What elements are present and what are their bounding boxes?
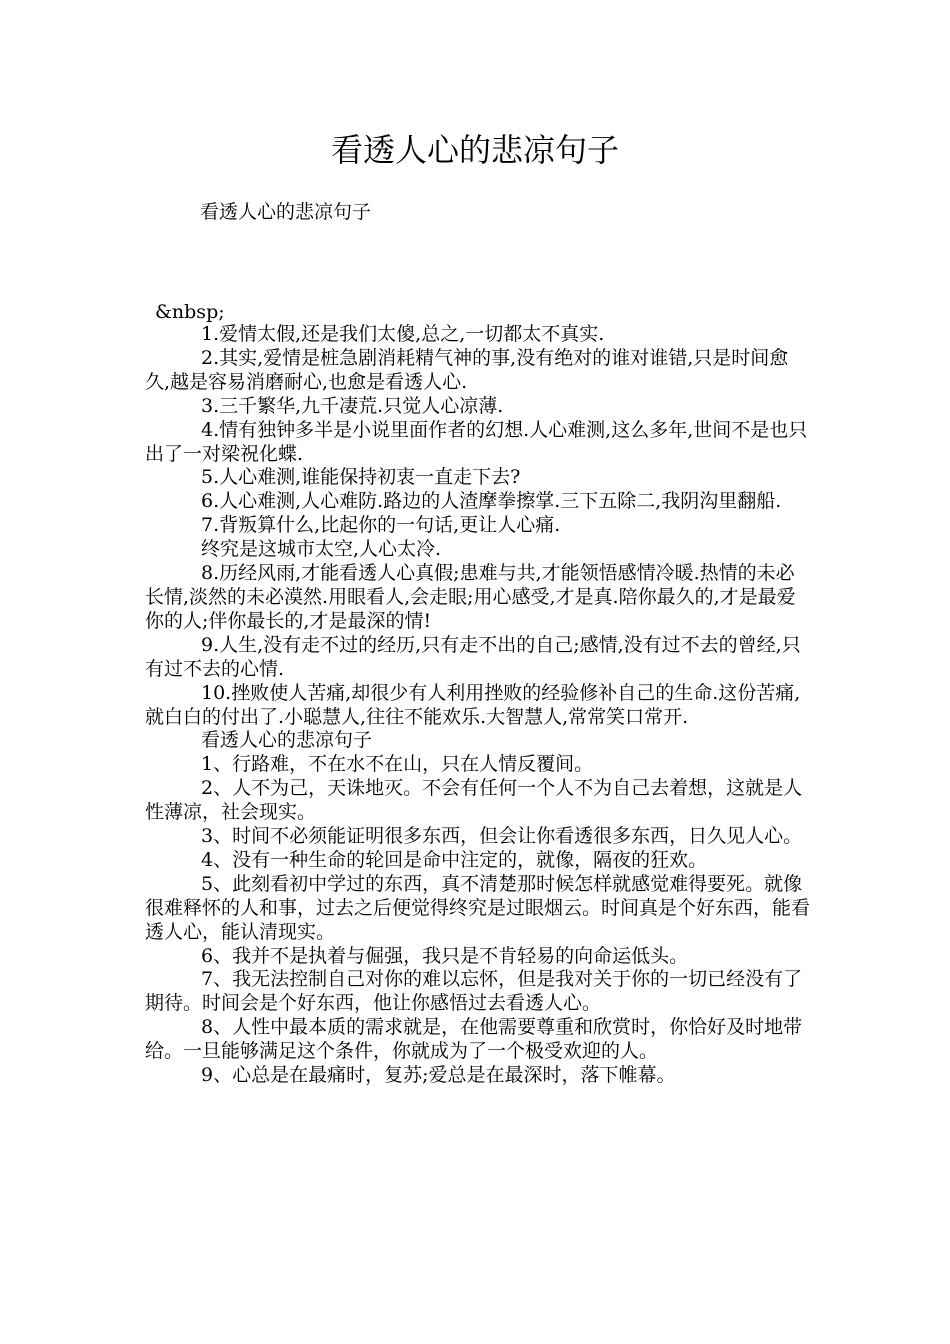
document-subtitle: 看透人心的悲凉句子: [200, 201, 372, 223]
stray-html-entity: &nbsp;: [155, 301, 225, 323]
paragraph: 5、此刻看初中学过的东西，真不清楚那时候怎样就感觉难得要死。就像很难释怀的人和事，过去之后便觉得终究是过眼烟云。时间真是个好东西，能看透人心，能认清现实。: [145, 872, 811, 943]
paragraph: 9、心总是在最痛时，复苏;爱总是在最深时，落下帷幕。: [201, 1064, 676, 1087]
paragraph: 2.其实,爱情是桩急剧消耗精气神的事,没有绝对的谁对谁错,只是时间愈久,越是容易消磨耐心,也愈是看透人心.: [145, 346, 789, 393]
paragraph: 1.爱情太假,还是我们太傻,总之,一切都太不真实.: [201, 323, 605, 345]
paragraph: 3.三千繁华,九千凄荒.只觉人心凉薄.: [201, 394, 504, 417]
paragraph: 1、行路难，不在水不在山，只在人情反覆间。: [201, 753, 594, 776]
document-body: [145, 323, 813, 1088]
section-heading: 看透人心的悲凉句子: [201, 729, 373, 752]
paragraph: 终究是这城市太空,人心太冷.: [201, 538, 442, 561]
paragraph: 8.历经风雨,才能看透人心真假;患难与共,才能领悟感情冷暖.热情的未必长情,淡然的未必漠然.用眼看人,会走眼;用心感受,才是真.陪你最久的,才是最爱你的人;伴你最长的,才是最深的情!: [145, 562, 796, 632]
document-title: 看透人心的悲凉句子: [330, 131, 619, 169]
paragraph: 3、时间不必须能证明很多东西，但会让你看透很多东西，日久见人心。: [201, 825, 803, 848]
paragraph: 4.情有独钟多半是小说里面作者的幻想.人心难测,这么多年,世间不是也只出了一对梁祝化蝶.: [145, 418, 808, 465]
paragraph: 2、人不为己，天诛地灭。不会有任何一个人不为自己去着想，这就是人性薄凉，社会现实。: [145, 777, 803, 824]
paragraph: 6、我并不是执着与倔强，我只是不肯轻易的向命运低头。: [201, 944, 689, 967]
paragraph: 7.背叛算什么,比起你的一句话,更让人心痛.: [201, 514, 561, 537]
paragraph: 9.人生,没有走不过的经历,只有走不出的自己;感情,没有过不去的曾经,只有过不去的心情.: [145, 633, 801, 680]
paragraph: 6.人心难测,人心难防.路边的人渣摩拳擦掌.三下五除二,我阴沟里翻船.: [201, 490, 782, 513]
paragraph: 10.挫败使人苦痛,却很少有人利用挫败的经验修补自己的生命.这份苦痛,就白白的付出了.小聪慧人,往往不能欢乐.大智慧人,常常笑口常开.: [145, 681, 801, 728]
paragraph: 4、没有一种生命的轮回是命中注定的，就像，隔夜的狂欢。: [201, 848, 708, 871]
paragraph: 7、我无法控制自己对你的难以忘怀，但是我对关于你的一切已经没有了期待。时间会是个好东西，他让你感悟过去看透人心。: [145, 968, 803, 1015]
paragraph: 5.人心难测,谁能保持初衷一直走下去?: [201, 466, 521, 489]
paragraph: 8、人性中最本质的需求就是，在他需要尊重和欣赏时，你恰好及时地带给。一旦能够满足这个条件，你就成为了一个极受欢迎的人。: [145, 1016, 803, 1063]
